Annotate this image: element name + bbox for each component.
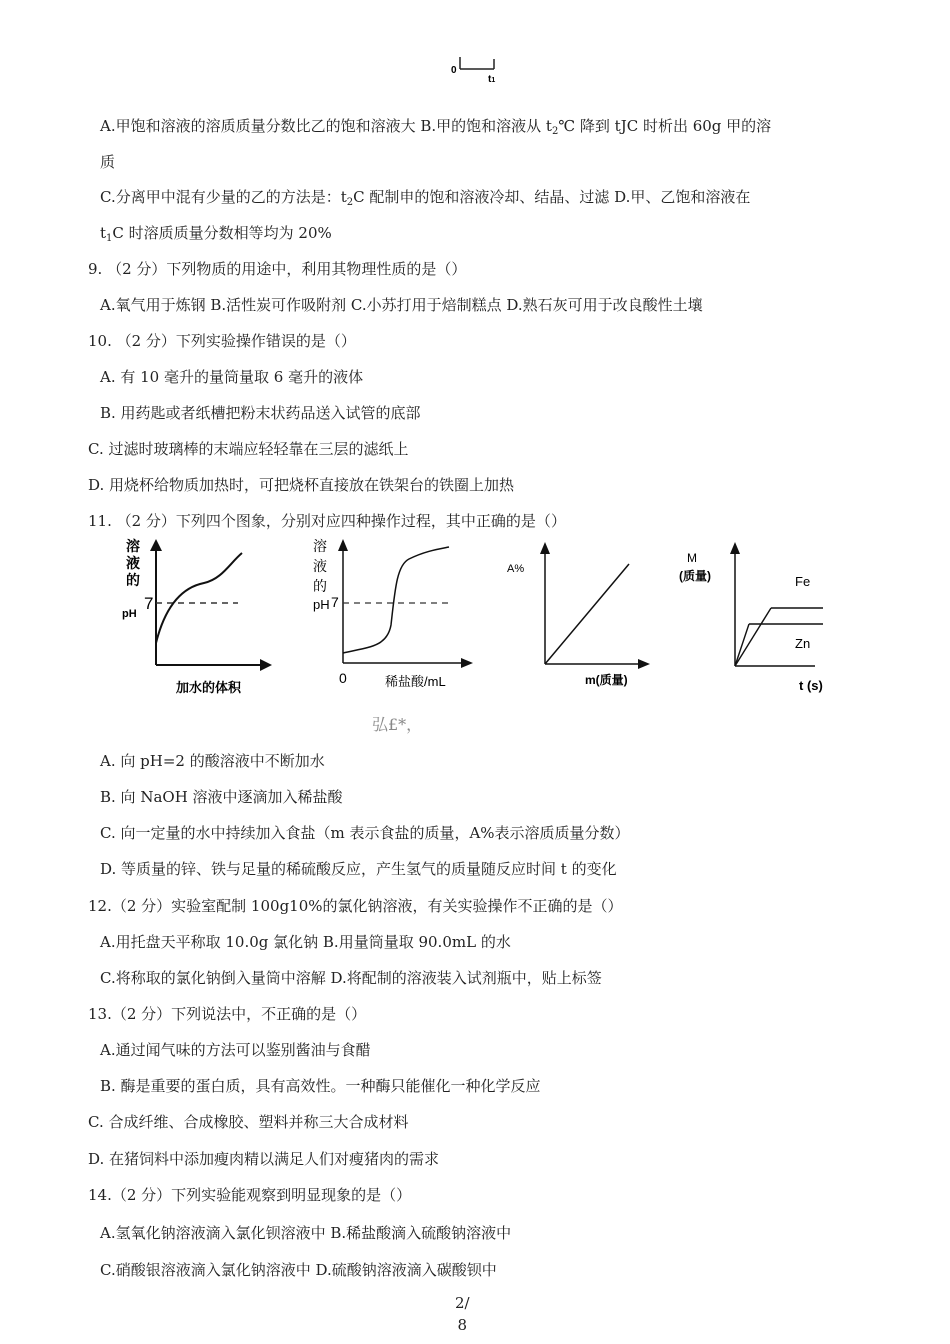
q14-options-ab: A.氢氧化钠溶液滴入氯化钡溶液中 B.稀盐酸滴入硫酸钠溶液中 bbox=[100, 1224, 512, 1242]
q12-options-ab: A.用托盘天平称取 10.0g 氯化钠 B.用量筒量取 90.0mL 的水 bbox=[100, 933, 511, 951]
q11-graph-2 bbox=[305, 535, 485, 700]
q8-option-d-cont: $t_1C$ 时溶质质量分数相等均为 20% bbox=[100, 224, 332, 244]
svg-text:溶: 溶 bbox=[126, 538, 140, 554]
q14-stem: 14.（2 分）下列实验能观察到明显现象的是（） bbox=[88, 1186, 412, 1204]
x-axis-label: t (s) bbox=[799, 678, 823, 693]
page-number bbox=[455, 1292, 470, 1336]
q12-stem: 12.（2 分）实验室配制 100g10%的氯化钠溶液，有关实验操作不正确的是（） bbox=[88, 897, 623, 915]
svg-text:溶: 溶 bbox=[313, 538, 327, 554]
q10-option-d: D. 用烧杯给物质加热时，可把烧杯直接放在铁架台的铁圈上加热 bbox=[88, 476, 515, 494]
q10-option-a: A. 有 10 毫升的量筒量取 6 毫升的液体 bbox=[100, 368, 364, 386]
ph-7-label: 7 bbox=[331, 594, 339, 610]
svg-text:pH: pH bbox=[313, 597, 330, 612]
q10-option-b: B. 用药匙或者纸槽把粉末状药品送入试管的底部 bbox=[100, 404, 421, 422]
svg-text:的: 的 bbox=[313, 578, 327, 594]
q11-option-d: D. 等质量的锌、铁与足量的稀硫酸反应，产生氢气的质量随反应时间 t 的变化 bbox=[100, 860, 617, 878]
q9-options: A.氧气用于炼钢 B.活性炭可作吸附剂 C.小苏打用于焙制糕点 D.熟石灰可用于改良酸性土壤 bbox=[100, 296, 703, 314]
svg-text:(质量): (质量) bbox=[679, 569, 711, 583]
q10-stem: 10. （2 分）下列实验操作错误的是（） bbox=[88, 332, 356, 350]
q12-options-cd: C.将称取的氯化钠倒入量筒中溶解 D.将配制的溶液装入试剂瓶中，贴上标签 bbox=[100, 969, 602, 987]
origin-label: 0 bbox=[339, 670, 347, 686]
q8-option-cd: C.分离甲中混有少量的乙的方法是：$t_2C$ 配制申的饱和溶液冷却、结晶、过滤 D.甲、乙饱和溶液在 bbox=[100, 188, 751, 208]
q10-option-c: C. 过滤时玻璃棒的末端应轻轻靠在三层的滤纸上 bbox=[88, 440, 409, 458]
q13-option-a: A.通过闻气味的方法可以鉴别酱油与食醋 bbox=[100, 1041, 371, 1059]
q11-stem: 11. （2 分）下列四个图象，分别对应四种操作过程，其中正确的是（） bbox=[88, 512, 566, 530]
q11-graph-4 bbox=[675, 540, 835, 700]
graph-caption: 弘£*， bbox=[372, 715, 423, 734]
x-axis-label: 稀盐酸/mL bbox=[385, 674, 446, 689]
page-current: 2/ bbox=[455, 1294, 470, 1312]
x-axis-label: m(质量) bbox=[585, 673, 628, 687]
axis-tick: t bbox=[488, 74, 492, 85]
svg-text:pH: pH bbox=[122, 608, 137, 620]
series-zn-label: Zn bbox=[795, 636, 811, 651]
svg-text:t1: t1 bbox=[488, 74, 496, 85]
x-axis-label: 加水的体积 bbox=[176, 680, 242, 695]
y-axis-label: A% bbox=[507, 563, 525, 575]
svg-text:的: 的 bbox=[126, 572, 140, 588]
q13-option-c: C. 合成纤维、合成橡胶、塑料并称三大合成材料 bbox=[88, 1113, 409, 1131]
q8-option-ab: A.甲饱和溶液的溶质质量分数比乙的饱和溶液大 B.甲的饱和溶液从 $t_2℃$ 降到 tJC 时析出 60g 甲的溶 bbox=[100, 117, 772, 137]
q11-graph-1 bbox=[112, 535, 282, 700]
svg-text:液: 液 bbox=[126, 555, 140, 571]
q11-option-b: B. 向 NaOH 溶液中逐滴加入稀盐酸 bbox=[100, 788, 343, 806]
y-axis-label: M bbox=[687, 551, 697, 565]
q8-option-b-cont: 质 bbox=[100, 153, 116, 171]
series-fe-label: Fe bbox=[795, 574, 811, 589]
svg-text:液: 液 bbox=[313, 558, 327, 574]
q11-option-c: C. 向一定量的水中持续加入食盐（m 表示食盐的质量，A%表示溶质质量分数） bbox=[100, 824, 630, 842]
q13-stem: 13.（2 分）下列说法中，不正确的是（） bbox=[88, 1005, 367, 1023]
axis-origin: 0 bbox=[451, 65, 457, 76]
q11-option-a: A. 向 pH=2 的酸溶液中不断加水 bbox=[100, 752, 325, 770]
q14-options-cd: C.硝酸银溶液滴入氯化钠溶液中 D.硫酸钠溶液滴入碳酸钡中 bbox=[100, 1261, 497, 1279]
axis-fragment bbox=[448, 55, 508, 89]
page-total: 8 bbox=[457, 1316, 468, 1334]
q9-stem: 9. （2 分）下列物质的用途中，利用其物理性质的是（） bbox=[88, 260, 467, 278]
q13-option-b: B. 酶是重要的蛋白质，具有高效性。一种酶只能催化一种化学反应 bbox=[100, 1077, 541, 1095]
q11-graph-3 bbox=[505, 540, 665, 700]
q13-option-d: D. 在猪饲料中添加瘦肉精以满足人们对瘦猪肉的需求 bbox=[88, 1150, 440, 1168]
ph-7-label: 7 bbox=[144, 594, 154, 613]
